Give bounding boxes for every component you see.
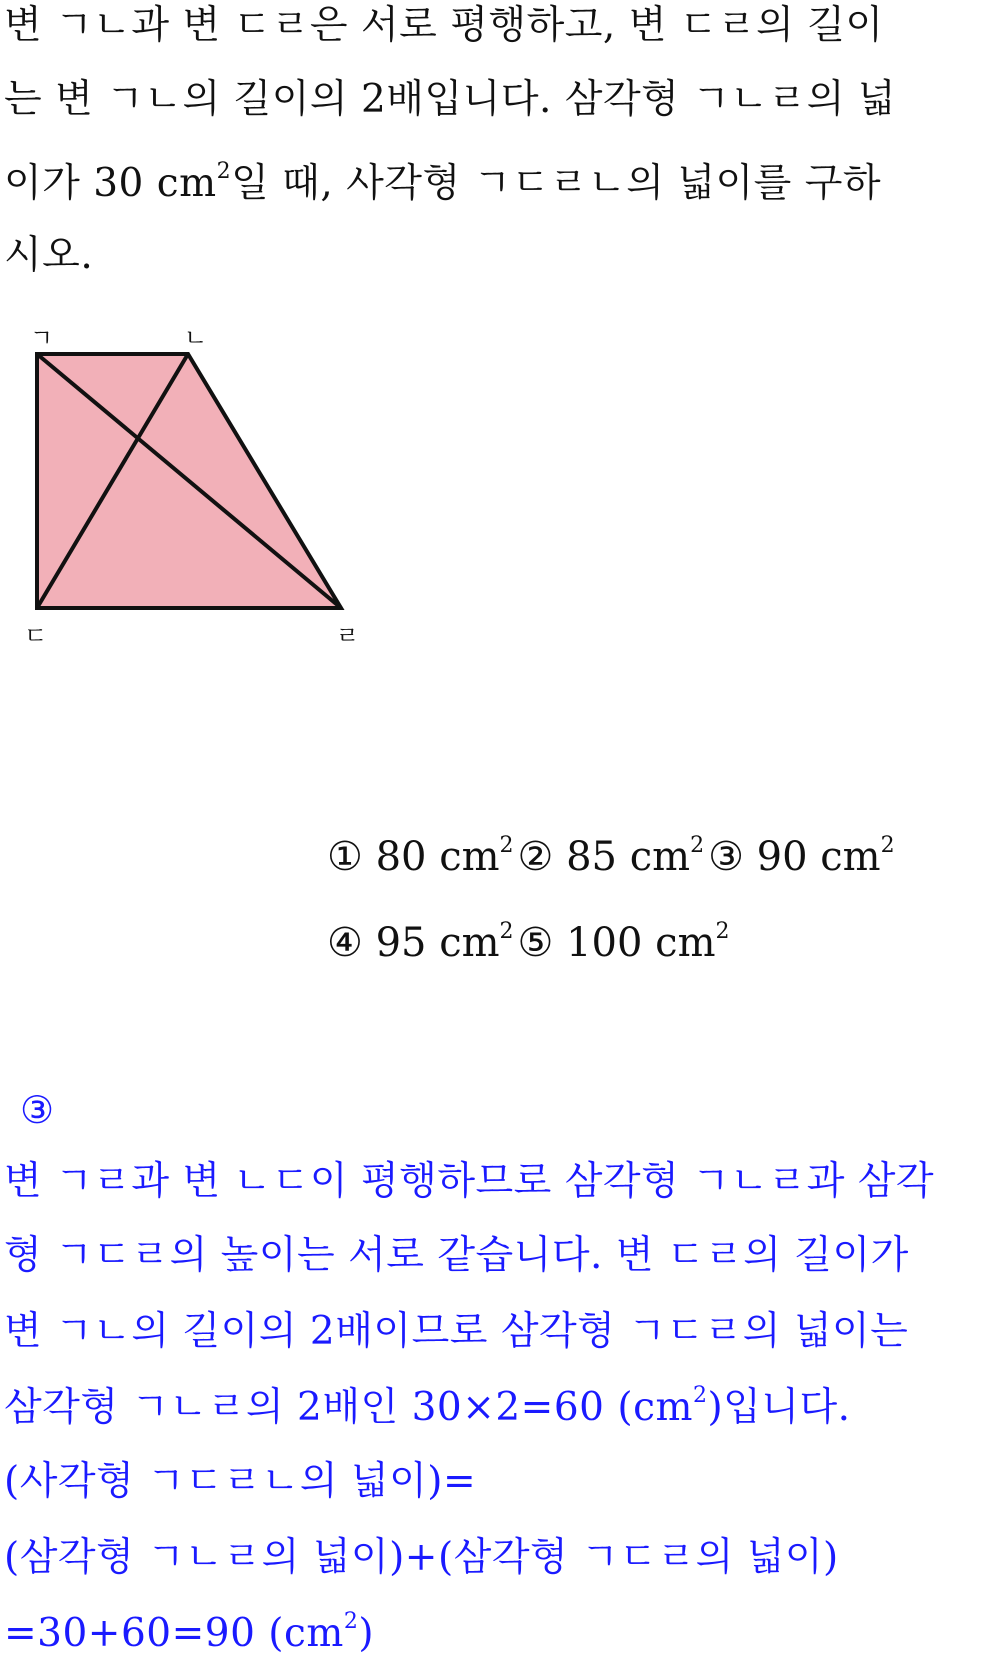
- solution-line-3: 변 ㄱㄴ의 길이의 2배이므로 삼각형 ㄱㄷㄹ의 넓이는: [4, 1309, 909, 1354]
- question-line-3: [4, 160, 881, 208]
- choice-4[interactable]: [327, 920, 514, 966]
- choice-mark: ④: [327, 920, 363, 966]
- answer-mark: ③: [20, 1088, 55, 1132]
- choice-3[interactable]: [708, 834, 895, 880]
- choice-sup: 2: [715, 918, 730, 944]
- unit-superscript: 2: [216, 159, 232, 184]
- question-line-3-post: 일 때, 사각형 ㄱㄷㄹㄴ의 넓이를 구하: [231, 161, 882, 206]
- solution-line-4: [4, 1384, 851, 1432]
- solution-line-5: (사각형 ㄱㄷㄹㄴ의 넓이)=: [4, 1459, 477, 1504]
- choice-sup: 2: [690, 832, 705, 858]
- choice-mark: ⑤: [517, 920, 554, 966]
- unit-superscript: 2: [343, 1609, 359, 1634]
- solution-line-1: 변 ㄱㄹ과 변 ㄴㄷ이 평행하므로 삼각형 ㄱㄴㄹ과 삼각: [4, 1159, 935, 1204]
- solution-line-6: (삼각형 ㄱㄴㄹ의 넓이)+(삼각형 ㄱㄷㄹ의 넓이): [4, 1535, 839, 1580]
- question-line-2: 는 변 ㄱㄴ의 길이의 2배입니다. 삼각형 ㄱㄴㄹ의 넓: [4, 77, 896, 122]
- choice-2[interactable]: [518, 834, 705, 880]
- choice-sup: 2: [499, 918, 514, 944]
- vertex-label-top-right: ㄴ: [184, 324, 208, 352]
- trapezoid-svg: [20, 324, 380, 660]
- choice-mark: ③: [708, 834, 744, 880]
- vertex-label-top-left: ㄱ: [30, 324, 54, 352]
- choices-row-1: [327, 834, 899, 880]
- choice-1[interactable]: [327, 834, 514, 880]
- choice-sup: 2: [499, 832, 514, 858]
- vertex-label-bottom-right: ㄹ: [336, 622, 360, 650]
- unit-superscript: 2: [692, 1383, 708, 1408]
- choice-mark: ①: [327, 834, 363, 880]
- solution-line-7-post: ): [358, 1611, 375, 1656]
- choice-sup: 2: [880, 832, 895, 858]
- solution-line-2: 형 ㄱㄷㄹ의 높이는 서로 같습니다. 변 ㄷㄹ의 길이가: [4, 1233, 909, 1278]
- question-line-4: 시오.: [4, 233, 94, 278]
- choice-value: 90 cm: [756, 834, 881, 880]
- solution-line-4-pre: 삼각형 ㄱㄴㄹ의 2배인 30×2=60 (cm: [4, 1385, 693, 1430]
- choice-5[interactable]: [518, 920, 730, 966]
- question-line-1: 변 ㄱㄴ과 변 ㄷㄹ은 서로 평행하고, 변 ㄷㄹ의 길이: [4, 3, 884, 48]
- trapezoid-figure: [20, 324, 380, 664]
- choice-value: 95 cm: [375, 920, 500, 966]
- choice-value: 85 cm: [566, 834, 691, 880]
- choice-value: 100 cm: [566, 920, 716, 966]
- choice-mark: ②: [517, 834, 554, 880]
- choice-value: 80 cm: [375, 834, 500, 880]
- question-line-3-pre: 이가 30 cm: [4, 161, 217, 206]
- choices-row-2: [327, 920, 734, 966]
- vertex-label-bottom-left: ㄷ: [24, 622, 48, 650]
- solution-line-4-post: )입니다.: [707, 1385, 851, 1430]
- solution-line-7: [4, 1610, 374, 1658]
- solution-line-7-pre: =30+60=90 (cm: [4, 1611, 344, 1656]
